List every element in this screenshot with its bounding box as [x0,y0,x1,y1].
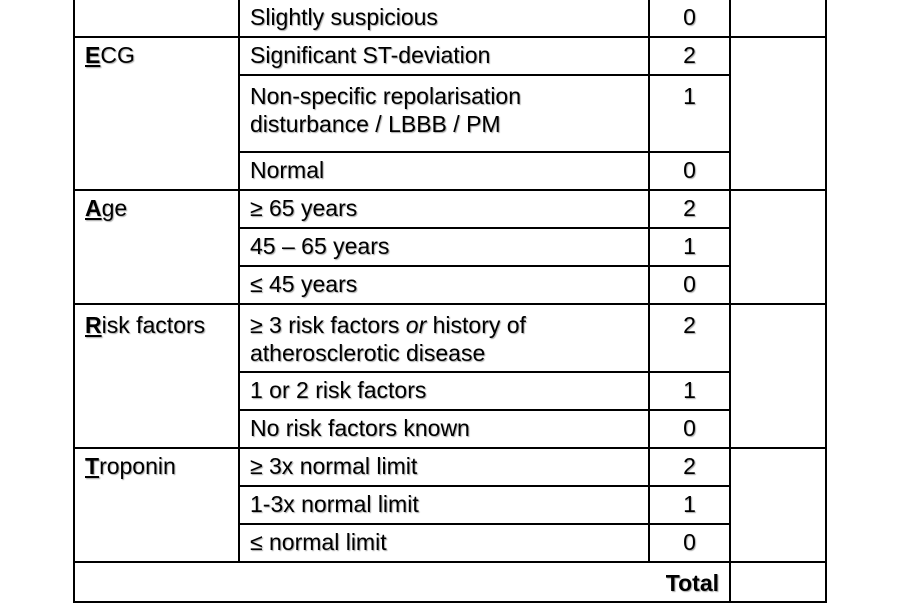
points-cell: 2 [649,448,730,486]
criterion-cell [239,304,649,372]
points-cell: 0 [649,266,730,304]
criterion-cell: ≥ 3x normal limit [239,448,649,486]
criterion-text-pre: ≥ 3 risk factors [250,312,406,338]
points-cell: 0 [649,152,730,190]
criterion-cell: 45 – 65 years [239,228,649,266]
table-row [74,304,826,372]
category-cell-risk-factors [74,304,239,448]
points-cell: 1 [649,372,730,410]
points-cell: 2 [649,37,730,75]
category-initial: E [85,42,101,68]
table-row [74,37,826,75]
category-initial: T [85,453,100,479]
points-cell: 0 [649,524,730,562]
criterion-cell: ≤ 45 years [239,266,649,304]
category-rest: ge [101,195,128,221]
criterion-cell: Significant ST-deviation [239,37,649,75]
points-cell: 1 [649,228,730,266]
criterion-cell: ≥ 65 years [239,190,649,228]
table-row [74,190,826,228]
score-cell-risk-factors [730,304,826,448]
points-cell: 1 [649,486,730,524]
heart-score-table [73,0,827,603]
points-cell: 2 [649,190,730,228]
table-row [74,0,826,37]
category-cell-history [74,0,239,37]
category-rest: isk factors [101,312,206,338]
points-cell: 0 [649,0,730,37]
points-cell: 0 [649,410,730,448]
table-row [74,448,826,486]
criterion-text-post: history of atherosclerotic disease [250,312,526,366]
category-rest: CG [100,42,135,68]
table-row-total [74,562,826,602]
criterion-cell: Non-specific repolarisation disturbance / LBBB / PM [239,75,649,152]
criterion-cell: 1-3x normal limit [239,486,649,524]
category-cell-troponin [74,448,239,562]
category-cell-ecg [74,37,239,190]
score-cell-history [730,0,826,37]
criterion-text-emphasis: or [405,312,427,338]
category-initial: A [85,195,102,221]
points-cell: 2 [649,304,730,372]
criterion-cell: No risk factors known [239,410,649,448]
category-initial: R [85,312,102,338]
total-score-cell [730,562,826,602]
score-cell-troponin [730,448,826,562]
category-rest: roponin [99,453,176,479]
score-cell-age [730,190,826,304]
total-label: Total [74,562,730,602]
criterion-cell: ≤ normal limit [239,524,649,562]
criterion-cell: Slightly suspicious [239,0,649,37]
score-cell-ecg [730,37,826,190]
criterion-cell: Normal [239,152,649,190]
criterion-cell: 1 or 2 risk factors [239,372,649,410]
category-cell-age [74,190,239,304]
points-cell: 1 [649,75,730,152]
